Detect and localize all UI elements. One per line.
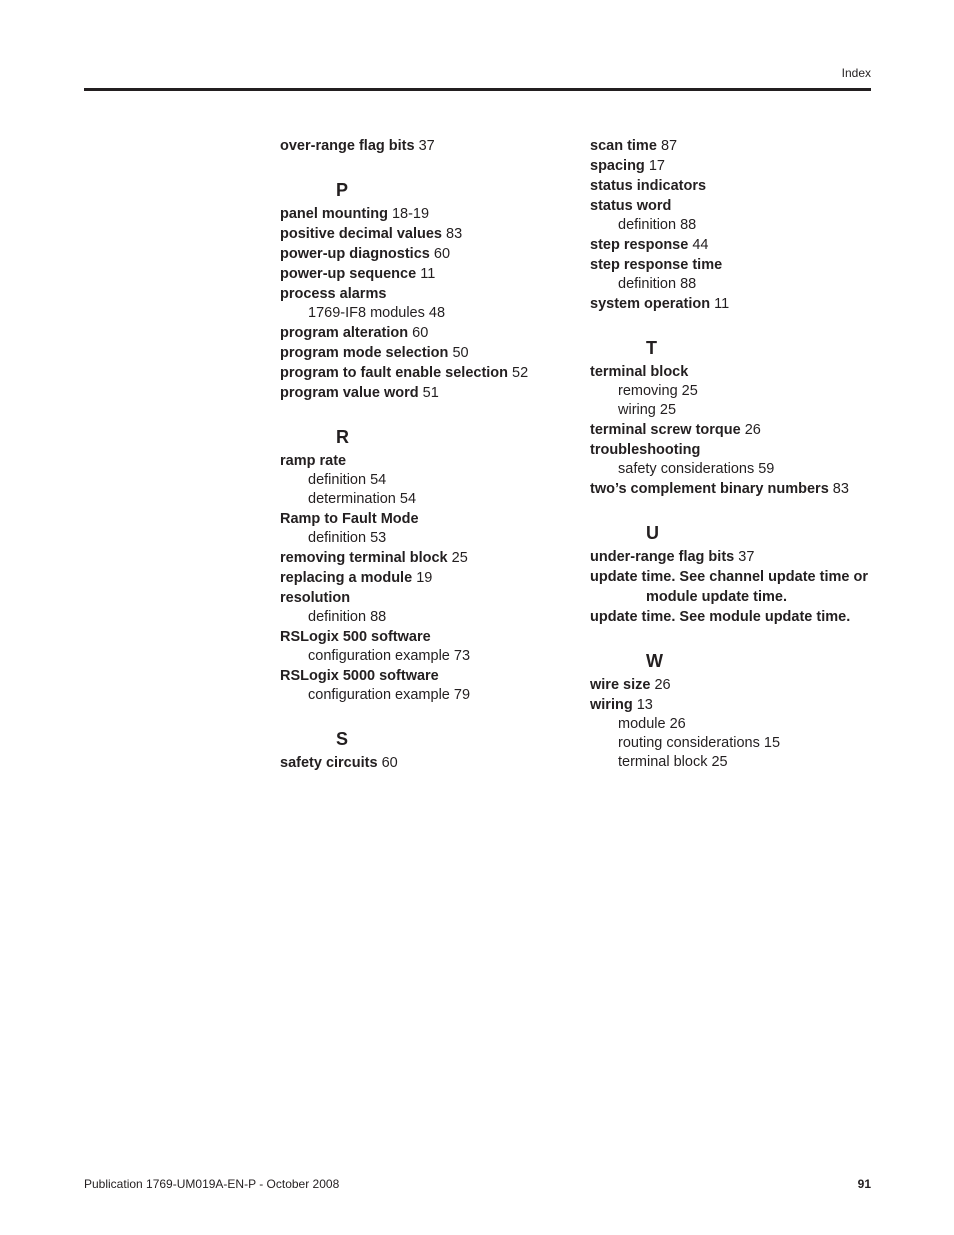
index-subentry: module 26 <box>618 716 686 732</box>
index-term: removing terminal block <box>280 550 448 566</box>
index-page-ref: 52 <box>512 365 529 381</box>
index-term: positive decimal values <box>280 226 442 242</box>
index-term: step response <box>590 237 689 253</box>
index-term: power-up diagnostics <box>280 246 430 262</box>
index-page-ref: 60 <box>412 325 429 341</box>
index-term: status word <box>590 198 672 214</box>
index-term: under-range flag bits <box>590 549 735 565</box>
index-term: RSLogix 5000 software <box>280 668 439 684</box>
index-page-ref: 44 <box>692 237 709 253</box>
index-entry <box>590 235 890 255</box>
index-entry <box>280 451 580 471</box>
index-page-ref: 87 <box>660 138 678 154</box>
index-entry <box>280 343 580 363</box>
index-term: terminal block <box>590 364 689 380</box>
index-entry <box>590 567 890 587</box>
index-entry <box>280 627 580 647</box>
index-letter-heading: W <box>646 651 663 671</box>
index-page-ref: 11 <box>420 266 436 282</box>
index-subentry: configuration example 73 <box>308 648 471 664</box>
index-subentry: definition 53 <box>308 530 387 546</box>
index-entry <box>590 547 890 567</box>
header-rule <box>84 88 871 91</box>
index-term: system operation <box>590 296 711 312</box>
index-entry <box>590 420 890 440</box>
index-entry <box>280 284 580 304</box>
index-term: scan time <box>590 138 657 154</box>
index-page-ref: 26 <box>654 677 671 693</box>
index-subentry: definition 88 <box>308 609 387 625</box>
index-term: two’s complement binary numbers <box>590 481 829 497</box>
index-page-ref: 37 <box>418 138 435 154</box>
index-term: ramp rate <box>280 453 347 469</box>
index-entry <box>280 136 580 156</box>
index-entry <box>590 362 890 382</box>
index-term: Ramp to Fault Mode <box>280 511 419 527</box>
index-term: wiring <box>590 697 633 713</box>
index-letter-heading: T <box>646 338 657 358</box>
index-subentry: 1769-IF8 modules 48 <box>308 305 446 321</box>
publication-footer: Publication 1769-UM019A-EN-P - October 2008 <box>84 1177 340 1191</box>
index-entry <box>590 695 890 715</box>
index-page-ref: 18-19 <box>391 206 430 222</box>
index-subentry: wiring 25 <box>618 402 677 418</box>
index-entry <box>590 255 890 275</box>
index-entry <box>280 509 580 529</box>
index-term: program value word <box>280 385 419 401</box>
index-page-ref: 37 <box>738 549 755 565</box>
index-term: process alarms <box>280 286 387 302</box>
index-column-right <box>590 136 890 772</box>
index-term: power-up sequence <box>280 266 417 282</box>
index-term: wire size <box>590 677 651 693</box>
index-entry <box>590 294 890 314</box>
index-term: status indicators <box>590 178 707 194</box>
index-entry <box>280 548 580 568</box>
index-entry <box>280 666 580 686</box>
index-subentry: terminal block 25 <box>618 754 728 770</box>
running-header: Index <box>841 66 871 80</box>
index-term: resolution <box>280 590 351 606</box>
index-term: safety circuits <box>280 755 378 771</box>
index-term: over-range flag bits <box>280 138 415 154</box>
index-entry <box>590 176 890 196</box>
index-page-ref: 60 <box>433 246 451 262</box>
index-term: troubleshooting <box>590 442 701 458</box>
index-entry <box>280 323 580 343</box>
index-term: step response time <box>590 257 723 273</box>
index-subentry: definition 54 <box>308 472 387 488</box>
page-number: 91 <box>857 1177 871 1191</box>
index-entry <box>280 588 580 608</box>
index-subentry: definition 88 <box>618 217 697 233</box>
index-entry <box>280 224 580 244</box>
index-entry <box>590 675 890 695</box>
index-entry-continuation: module update time. <box>646 589 787 605</box>
index-entry <box>280 244 580 264</box>
index-subentry: determination 54 <box>308 491 417 507</box>
index-term: program to fault enable selection <box>280 365 509 381</box>
index-term: terminal screw torque <box>590 422 741 438</box>
index-term: replacing a module <box>280 570 413 586</box>
index-page-ref: 50 <box>452 345 469 361</box>
index-entry <box>280 204 580 224</box>
index-page-ref: 83 <box>446 226 463 242</box>
index-entry <box>280 568 580 588</box>
index-term: program mode selection <box>280 345 449 361</box>
index-page-ref: 26 <box>744 422 761 438</box>
index-term: RSLogix 500 software <box>280 629 431 645</box>
index-page-ref: 13 <box>636 697 653 713</box>
index-letter-heading: S <box>336 729 349 749</box>
index-entry <box>280 363 580 383</box>
index-entry <box>590 136 890 156</box>
index-page-ref: 25 <box>451 550 468 566</box>
index-subentry: configuration example 79 <box>308 687 471 703</box>
index-entry <box>280 383 580 403</box>
index-column-left <box>280 136 580 773</box>
index-term: spacing <box>590 158 645 174</box>
index-entry <box>280 264 580 284</box>
index-page-ref: 11 <box>714 296 730 312</box>
index-term: update time. See module update time. <box>590 609 851 625</box>
index-term: update time. See channel update time or <box>590 569 868 585</box>
index-entry <box>590 479 890 499</box>
index-entry <box>280 753 580 773</box>
index-letter-heading: U <box>646 523 659 543</box>
index-entry <box>590 607 890 627</box>
index-page-ref: 83 <box>832 481 849 497</box>
index-entry <box>590 440 890 460</box>
index-letter-heading: P <box>336 180 349 200</box>
index-page-ref: 19 <box>416 570 433 586</box>
index-term: panel mounting <box>280 206 388 222</box>
index-subentry: routing considerations 15 <box>618 735 781 751</box>
index-term: program alteration <box>280 325 409 341</box>
index-subentry: safety considerations 59 <box>618 461 775 477</box>
index-page-ref: 51 <box>422 385 439 401</box>
index-subentry: removing 25 <box>618 383 698 399</box>
index-page-ref: 60 <box>381 755 398 771</box>
index-page-ref: 17 <box>648 158 665 174</box>
index-subentry: definition 88 <box>618 276 697 292</box>
index-letter-heading: R <box>336 427 349 447</box>
index-entry <box>590 196 890 216</box>
index-entry <box>590 156 890 176</box>
